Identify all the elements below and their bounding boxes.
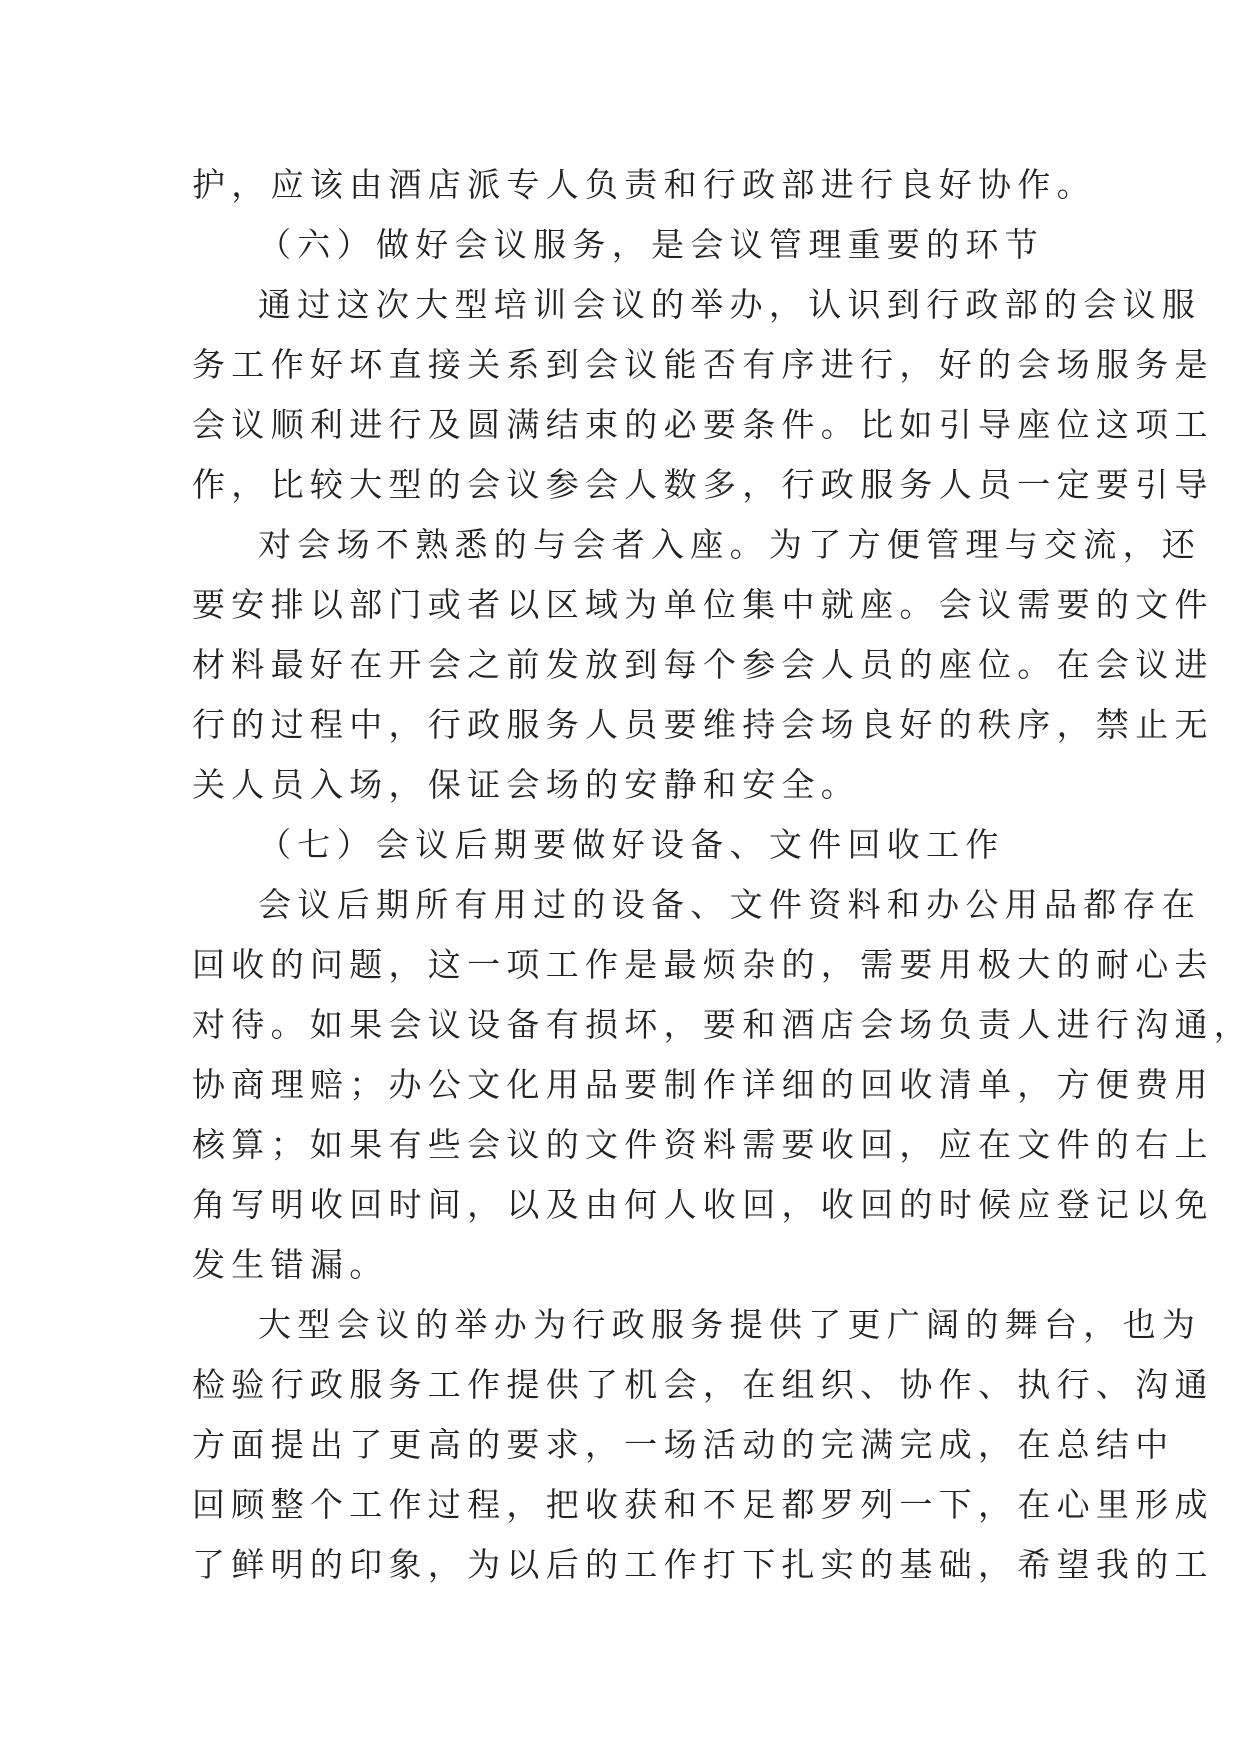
text-line: 护，应该由酒店派专人负责和行政部进行良好协作。 — [192, 165, 1096, 204]
body-text — [192, 155, 1253, 1595]
text-line: 对会场不熟悉的与会者入座。为了方便管理与交流，还 — [258, 525, 1202, 564]
text-line: 了鲜明的印象，为以后的工作打下扎实的基础，希望我的工 — [192, 1545, 1214, 1584]
text-line: 发生错漏。 — [192, 1245, 389, 1284]
text-line: 材料最好在开会之前发放到每个参会人员的座位。在会议进 — [192, 645, 1214, 684]
text-line: 对待。如果会议设备有损坏，要和酒店会场负责人进行沟通， — [192, 1005, 1253, 1044]
text-line: 核算；如果有些会议的文件资料需要收回，应在文件的右上 — [192, 1125, 1214, 1164]
text-line: 行的过程中，行政服务人员要维持会场良好的秩序，禁止无 — [192, 705, 1214, 744]
text-line: （六）做好会议服务，是会议管理重要的环节 — [258, 225, 1044, 264]
text-line: 关人员入场，保证会场的安静和安全。 — [192, 765, 861, 804]
text-line: 通过这次大型培训会议的举办，认识到行政部的会议服 — [258, 285, 1202, 324]
text-line: 大型会议的举办为行政服务提供了更广阔的舞台，也为 — [258, 1305, 1202, 1344]
text-line: 要安排以部门或者以区域为单位集中就座。会议需要的文件 — [192, 585, 1214, 624]
text-line: 会议顺利进行及圆满结束的必要条件。比如引导座位这项工 — [192, 405, 1214, 444]
text-line: 作，比较大型的会议参会人数多，行政服务人员一定要引导 — [192, 465, 1214, 504]
text-line: 检验行政服务工作提供了机会，在组织、协作、执行、沟通 — [192, 1365, 1214, 1404]
text-line: 角写明收回时间，以及由何人收回，收回的时候应登记以免 — [192, 1185, 1214, 1224]
text-line: 会议后期所有用过的设备、文件资料和办公用品都存在 — [258, 885, 1202, 924]
text-line: 务工作好坏直接关系到会议能否有序进行，好的会场服务是 — [192, 345, 1214, 384]
text-line: 回收的问题，这一项工作是最烦杂的，需要用极大的耐心去 — [192, 945, 1214, 984]
text-line: 方面提出了更高的要求，一场活动的完满完成，在总结中 — [192, 1425, 1175, 1464]
text-line: 回顾整个工作过程，把收获和不足都罗列一下，在心里形成 — [192, 1485, 1214, 1524]
text-line: 协商理赔；办公文化用品要制作详细的回收清单，方便费用 — [192, 1065, 1214, 1104]
text-line: （七）会议后期要做好设备、文件回收工作 — [258, 825, 1005, 864]
